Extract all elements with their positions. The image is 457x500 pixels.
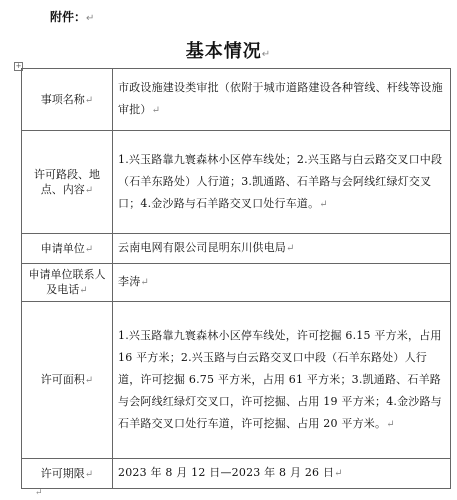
row-value-area: 1.兴玉路靠九寰森林小区停车线处，许可挖掘 6.15 平方米，占用 16 平方米；2.兴玉路与白云路交叉口中段（石羊东路处）人行道，许可挖掘 6.75 平方米，占用 61 平方米；3.凯通路、石羊路与会阿线红绿灯交叉口，许可挖掘、占用 19 平方米；4.金沙路与石羊路交叉口处行车道，许可挖掘、占用 20 平方米。↵ — [113, 302, 451, 459]
row-label-contact: 申请单位联系人及电话↵ — [22, 264, 113, 302]
row-label-location: 许可路段、地点、内容↵ — [22, 131, 113, 234]
table-row — [22, 302, 451, 459]
row-label-area: 许可面积↵ — [22, 302, 113, 459]
table-row — [22, 69, 451, 131]
table-row — [22, 264, 451, 302]
paragraph-mark-icon: ↵ — [35, 488, 43, 498]
row-value-location: 1.兴玉路靠九寰森林小区停车线处；2.兴玉路与白云路交叉口中段（石羊东路处）人行道；3.凯通路、石羊路与会阿线红绿灯交叉口；4.金沙路与石羊路交叉口处行车道。↵ — [113, 131, 451, 234]
table-row — [22, 131, 451, 234]
row-value-contact: 李涛↵ — [113, 264, 451, 302]
table-row — [22, 459, 451, 489]
row-value-period: 2023 年 8 月 12 日—2023 年 8 月 26 日↵ — [113, 459, 451, 489]
document-title: 基本情况↵ — [185, 41, 272, 62]
row-label-applicant: 申请单位↵ — [22, 234, 113, 264]
row-label-period: 许可期限↵ — [22, 459, 113, 489]
row-value-applicant: 云南电网有限公司昆明东川供电局↵ — [113, 234, 451, 264]
row-label-item-name: 事项名称↵ — [22, 69, 113, 131]
info-table — [21, 68, 451, 489]
attachment-label: 附件：↵ — [50, 10, 95, 24]
row-value-item-name: 市政设施建设类审批（依附于城市道路建设各种管线、杆线等设施审批）↵ — [113, 69, 451, 131]
table-move-handle-icon[interactable]: + — [15, 62, 22, 70]
table-row — [22, 234, 451, 264]
